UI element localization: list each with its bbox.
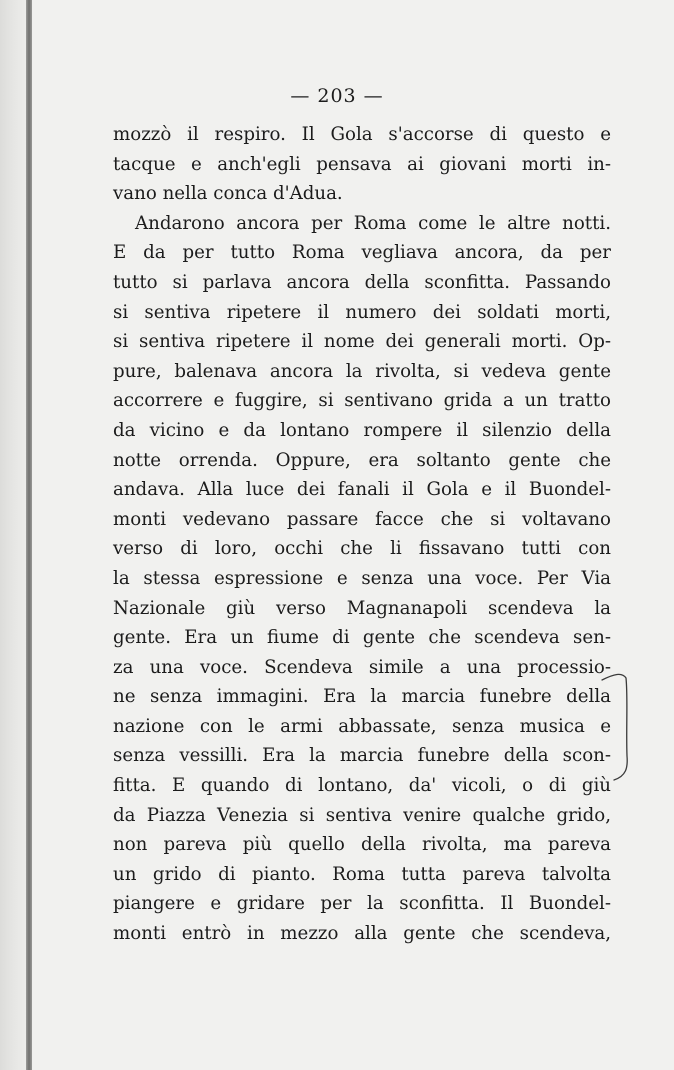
text-line: piangere e gridare per la sconfitta. Il Buondel- xyxy=(113,893,611,915)
page-number: — 203 — xyxy=(290,85,384,107)
body-text xyxy=(113,120,611,949)
text-line: tutto si parlava ancora della sconfitta. Passando xyxy=(113,271,611,293)
text-line: monti entrò in mezzo alla gente che scendeva, xyxy=(113,923,611,945)
text-line: E da per tutto Roma vegliava ancora, da per xyxy=(113,242,611,264)
text-line: senza vessilli. Era la marcia funebre della scon- xyxy=(113,745,611,767)
text-line: fitta. E quando di lontano, da' vicoli, o di giù xyxy=(113,775,611,797)
text-line: andava. Alla luce dei fanali il Gola e il Buondel- xyxy=(113,479,611,501)
text-line: Andarono ancora per Roma come le altre notti. xyxy=(135,212,611,234)
text-line: nazione con le armi abbassate, senza musica e xyxy=(113,715,611,737)
text-line: accorrere e fuggire, si sentivano grida a un tratto xyxy=(113,390,611,412)
text-line: non pareva più quello della rivolta, ma pareva xyxy=(113,834,611,856)
text-line: Nazionale giù verso Magnanapoli scendeva la xyxy=(113,597,611,619)
text-line: ne senza immagini. Era la marcia funebre della xyxy=(113,686,611,708)
book-spine-edge xyxy=(26,0,32,1070)
text-line: vano nella conca d'Adua. xyxy=(113,183,343,205)
text-line: da Piazza Venezia si sentiva venire qualche grido, xyxy=(113,804,611,826)
text-line: verso di loro, occhi che li fissavano tutti con xyxy=(113,538,611,560)
text-line: za una voce. Scendeva simile a una processio- xyxy=(113,656,611,678)
text-line: gente. Era un fiume di gente che scendeva sen- xyxy=(113,627,611,649)
text-line: si sentiva ripetere il numero dei soldati morti, xyxy=(113,301,611,323)
handwritten-margin-bracket xyxy=(600,668,640,788)
text-line: da vicino e da lontano rompere il silenzio della xyxy=(113,419,611,441)
text-line: un grido di pianto. Roma tutta pareva talvolta xyxy=(113,863,611,885)
text-line: monti vedevano passare facce che si voltavano xyxy=(113,508,611,530)
text-line: si sentiva ripetere il nome dei generali morti. Op- xyxy=(113,331,611,353)
text-line: notte orrenda. Oppure, era soltanto gente che xyxy=(113,449,611,471)
text-line: pure, balenava ancora la rivolta, si vedeva gente xyxy=(113,360,611,382)
text-line: la stessa espressione e senza una voce. Per Via xyxy=(113,567,611,589)
text-line: mozzò il respiro. Il Gola s'accorse di questo e xyxy=(113,124,611,145)
text-line: tacque e anch'egli pensava ai giovani morti in- xyxy=(113,153,611,175)
